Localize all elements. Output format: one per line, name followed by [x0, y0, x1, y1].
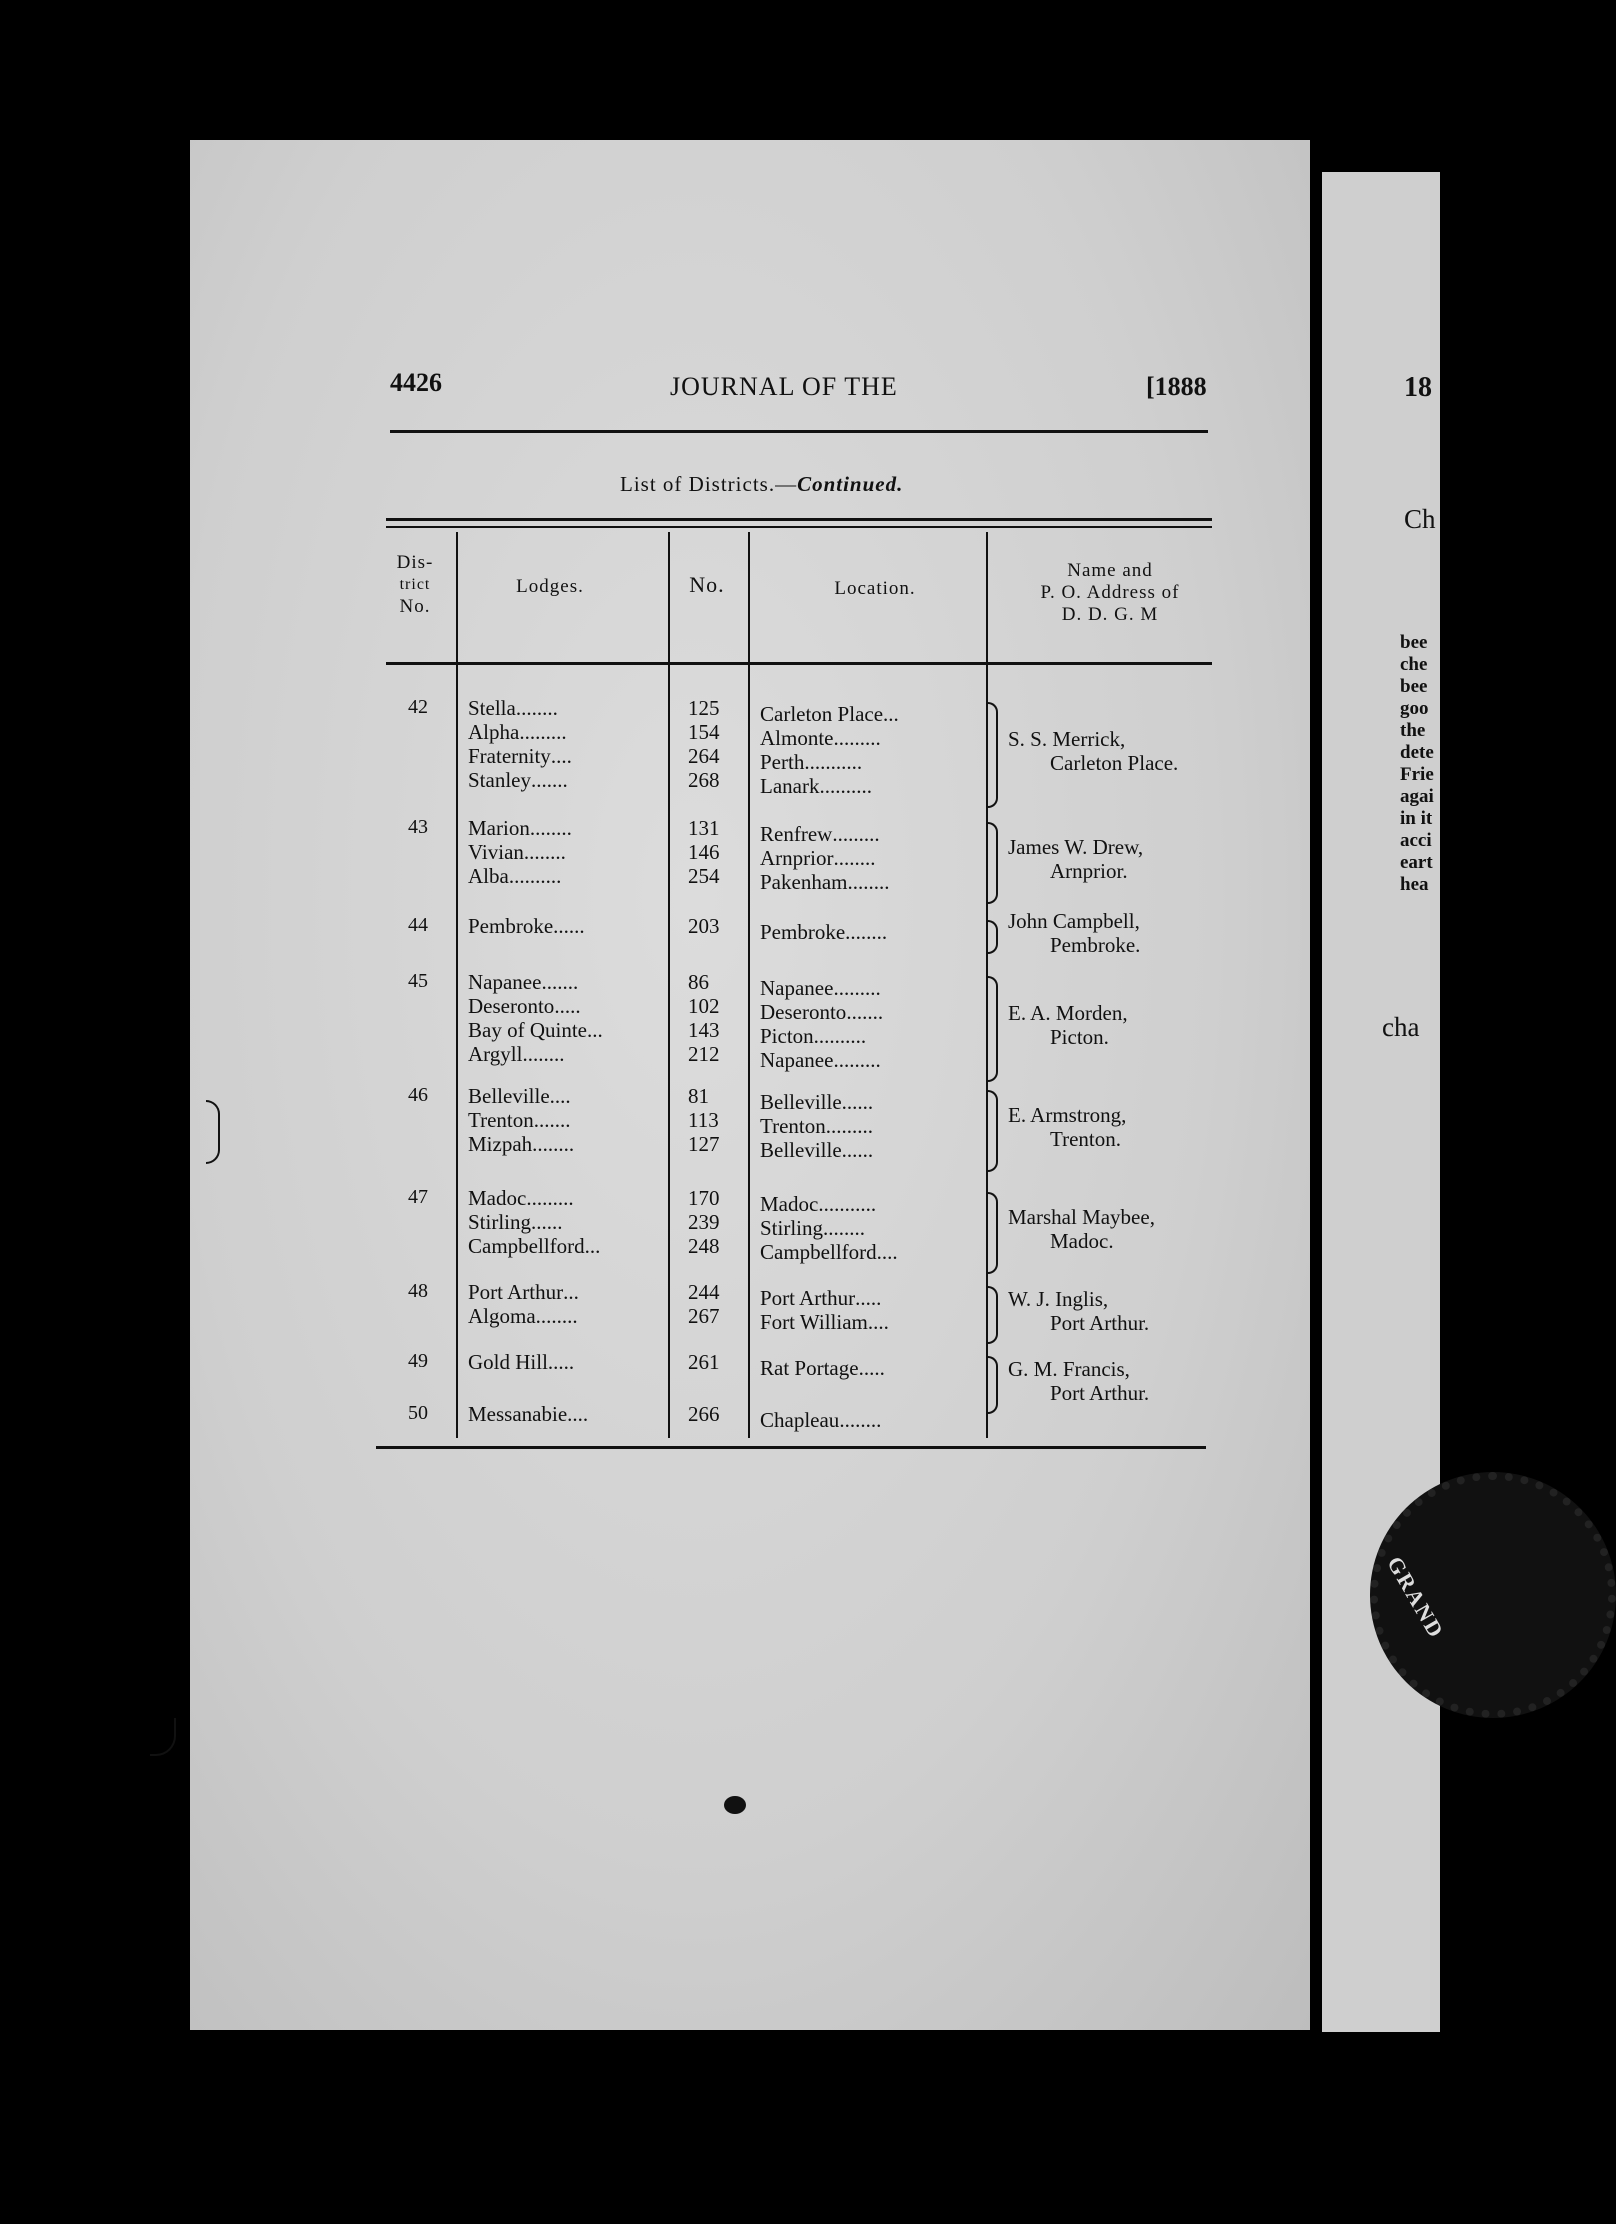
adjacent-fragment: acci — [1400, 830, 1432, 851]
lodge-name — [468, 970, 578, 994]
lodge-name — [468, 1018, 603, 1042]
dgm-entry — [1008, 1103, 1126, 1151]
lodge-name-text: Argyll — [468, 1042, 523, 1066]
leader-dots: ........ — [535, 1304, 578, 1328]
adjacent-fragment: eart — [1400, 852, 1433, 873]
dgm-name: John Campbell, — [1008, 909, 1140, 933]
lodge-location — [760, 846, 875, 870]
grouping-brace — [988, 1192, 998, 1274]
journal-page — [190, 140, 1310, 2030]
lodge-name-text: Alba — [468, 864, 509, 888]
lodge-number: 268 — [688, 768, 720, 792]
lodge-name-text: Pembroke — [468, 914, 554, 938]
location-text: Stirling — [760, 1216, 824, 1240]
dgm-address: Arnprior. — [1050, 859, 1128, 883]
lodge-name-text: Gold Hill — [468, 1350, 548, 1374]
adjacent-fragment: Frie — [1400, 764, 1434, 785]
dgm-entry — [1008, 1001, 1128, 1049]
lodge-location — [760, 1286, 881, 1310]
lodge-name-text: Stanley — [468, 768, 531, 792]
location-text: Deseronto — [760, 1000, 847, 1024]
dgm-address: Carleton Place. — [1050, 751, 1179, 775]
leader-dots: ..... — [855, 1286, 882, 1310]
adjacent-fragment: agai — [1400, 786, 1434, 807]
header-dgm-3: D. D. G. M — [1061, 604, 1159, 625]
lodge-name — [468, 1108, 571, 1132]
lodge-name — [468, 768, 568, 792]
lodge-location — [760, 1356, 885, 1380]
adjacent-fragment: goo — [1400, 698, 1429, 719]
leader-dots: .... — [567, 1402, 589, 1426]
leader-dots: ........ — [839, 1408, 882, 1432]
leader-dots: .......... — [813, 1024, 867, 1048]
subtitle-continued: Continued. — [797, 472, 904, 496]
lodge-name — [468, 1234, 600, 1258]
leader-dots: ......... — [519, 720, 567, 744]
location-text: Belleville — [760, 1090, 842, 1114]
lodge-location — [760, 976, 881, 1000]
subtitle-text: List of Districts.— — [620, 472, 798, 496]
lodge-location — [760, 702, 899, 726]
adjacent-text — [1400, 632, 1434, 896]
location-text: Arnprior — [760, 846, 834, 870]
dgm-entry — [1008, 909, 1140, 957]
leader-dots: ... — [584, 1234, 601, 1258]
lodge-name — [468, 994, 581, 1018]
lodge-name — [468, 864, 561, 888]
header-location: Location. — [834, 578, 916, 599]
lodge-name — [468, 1402, 588, 1426]
leader-dots: ........ — [532, 1132, 575, 1156]
lodge-name — [468, 1186, 574, 1210]
journal-title: JOURNAL OF THE — [670, 372, 898, 401]
lodge-name — [468, 1304, 578, 1328]
lodge-location — [760, 1048, 881, 1072]
lodge-name-text: Deseronto — [468, 994, 555, 1018]
leader-dots: .......... — [508, 864, 562, 888]
location-text: Napanee — [760, 1048, 834, 1072]
lodge-number: 81 — [688, 1084, 709, 1108]
adjacent-fragment: the — [1400, 720, 1426, 741]
leader-dots: .......... — [819, 774, 872, 798]
ink-blot — [724, 1796, 746, 1814]
dgm-address: Trenton. — [1050, 1127, 1121, 1151]
district-number: 44 — [408, 914, 428, 936]
leader-dots: ......... — [526, 1186, 574, 1210]
leader-dots: ..... — [547, 1350, 575, 1374]
leader-dots: ........ — [523, 840, 566, 864]
lodge-name — [468, 744, 572, 768]
leader-dots: ....... — [533, 1108, 571, 1132]
leader-dots: ....... — [846, 1000, 884, 1024]
location-text: Trenton — [760, 1114, 826, 1138]
table-subtitle — [620, 472, 903, 497]
lodge-number: 127 — [688, 1132, 720, 1156]
lodge-name-text: Alpha — [468, 720, 520, 744]
header-dgm-1: Name and — [1067, 560, 1153, 581]
dgm-name: S. S. Merrick, — [1008, 727, 1126, 751]
lodge-number: 239 — [688, 1210, 720, 1234]
lodge-name-text: Messanabie — [468, 1402, 568, 1426]
leader-dots: ........ — [515, 696, 558, 720]
leader-dots: ........ — [823, 1216, 866, 1240]
lodge-name-text: Mizpah — [468, 1132, 533, 1156]
lodge-number: 113 — [688, 1108, 719, 1132]
margin-bracket-mark — [206, 1100, 220, 1164]
dgm-address: Port Arthur. — [1050, 1381, 1150, 1405]
lodge-number: 267 — [688, 1304, 720, 1328]
dgm-name: W. J. Inglis, — [1008, 1287, 1109, 1311]
dgm-name: Marshal Maybee, — [1008, 1205, 1155, 1229]
grouping-brace — [988, 1286, 998, 1344]
lodge-number: 170 — [688, 1186, 720, 1210]
lodge-name-text: Stella — [468, 696, 516, 720]
grouping-brace — [988, 702, 998, 808]
leader-dots: .... — [876, 1240, 898, 1264]
lodge-location — [760, 1192, 876, 1216]
lodge-name-text: Fraternity — [468, 744, 551, 768]
district-number: 42 — [408, 696, 428, 718]
location-text: Belleville — [760, 1138, 842, 1162]
lodge-location — [760, 1024, 866, 1048]
header-rule — [390, 430, 1208, 433]
lodge-location — [760, 920, 887, 944]
page-header — [190, 368, 1310, 408]
header-district-1: Dis- — [396, 552, 434, 573]
lodge-name — [468, 914, 585, 938]
header-no: No. — [689, 572, 725, 597]
adjacent-fragment: dete — [1400, 742, 1434, 763]
lodge-location — [760, 1000, 883, 1024]
dgm-address: Pembroke. — [1050, 933, 1141, 957]
district-number: 43 — [408, 816, 428, 838]
lodge-location — [760, 1240, 898, 1264]
lodge-number: 86 — [688, 970, 709, 994]
lodge-location — [760, 750, 862, 774]
leader-dots: .... — [550, 744, 572, 768]
lodge-number: 125 — [688, 696, 720, 720]
adjacent-page-number: 18 — [1404, 372, 1432, 403]
lodge-name-text: Port Arthur — [468, 1280, 564, 1304]
location-text: Carleton Place — [760, 702, 884, 726]
leader-dots: ...... — [531, 1210, 563, 1234]
leader-dots: ........ — [847, 870, 890, 894]
location-text: Perth — [760, 750, 805, 774]
leader-dots: ........ — [522, 1042, 565, 1066]
lodge-location — [760, 1408, 881, 1432]
table-top-rule — [386, 518, 1212, 521]
lodge-number: 244 — [688, 1280, 720, 1304]
lodge-name-text: Marion — [468, 816, 530, 840]
leader-dots: ........... — [818, 1192, 877, 1216]
location-text: Almonte — [760, 726, 834, 750]
dgm-name: James W. Drew, — [1008, 835, 1144, 859]
district-number: 50 — [408, 1402, 428, 1424]
column-rule-3 — [748, 532, 750, 1438]
location-text: Rat Portage — [760, 1356, 859, 1380]
header-dgm-2: P. O. Address of — [1040, 582, 1180, 603]
lodge-name — [468, 696, 558, 720]
adjacent-page — [1322, 172, 1450, 2032]
lodge-number: 254 — [688, 864, 720, 888]
adjacent-heading: Ch — [1404, 504, 1436, 534]
lodge-name-text: Algoma — [468, 1304, 536, 1328]
column-rule-1 — [456, 532, 458, 1438]
header-district-2: trict — [399, 576, 431, 593]
lodge-location — [760, 726, 881, 750]
leader-dots: ..... — [858, 1356, 885, 1380]
lodge-location — [760, 870, 889, 894]
district-number: 48 — [408, 1280, 428, 1302]
adjacent-fragment: bee — [1400, 632, 1428, 653]
leader-dots: ....... — [541, 970, 579, 994]
district-number: 49 — [408, 1350, 428, 1372]
grouping-brace — [988, 920, 998, 954]
column-rule-2 — [668, 532, 670, 1438]
grouping-brace — [988, 1356, 998, 1414]
dgm-entry — [1008, 835, 1143, 883]
location-text: Chapleau — [760, 1408, 840, 1432]
lodge-name-text: Vivian — [468, 840, 524, 864]
lodge-name — [468, 720, 567, 744]
adjacent-fragment: hea — [1400, 874, 1429, 895]
lodge-number: 261 — [688, 1350, 720, 1374]
location-text: Port Arthur — [760, 1286, 856, 1310]
lodge-location — [760, 1310, 889, 1334]
header-district-3: No. — [399, 596, 431, 617]
district-number: 47 — [408, 1186, 428, 1208]
lodge-number: 266 — [688, 1402, 720, 1426]
leader-dots: ...... — [841, 1138, 874, 1162]
lodge-number: 102 — [688, 994, 720, 1018]
lodge-name-text: Bay of Quinte — [468, 1018, 587, 1042]
lodge-name-text: Belleville — [468, 1084, 550, 1108]
location-text: Renfrew — [760, 822, 833, 846]
dgm-entry — [1008, 1205, 1155, 1253]
lodge-number: 131 — [688, 816, 720, 840]
leader-dots: ... — [563, 1280, 579, 1304]
leader-dots: .... — [867, 1310, 889, 1334]
location-text: Napanee — [760, 976, 834, 1000]
margin-curve-mark — [150, 1718, 176, 1756]
leader-dots: ......... — [832, 822, 880, 846]
header-lodges: Lodges. — [516, 576, 584, 597]
lodge-name — [468, 1132, 574, 1156]
lodge-name — [468, 1042, 564, 1066]
dgm-address: Madoc. — [1050, 1229, 1114, 1253]
lodge-name-text: Stirling — [468, 1210, 532, 1234]
leader-dots: .... — [549, 1084, 571, 1108]
lodge-name-text: Campbellford — [468, 1234, 585, 1258]
lodge-name — [468, 816, 572, 840]
lodge-name — [468, 840, 566, 864]
leader-dots: ........ — [833, 846, 876, 870]
leader-dots: ........ — [529, 816, 572, 840]
location-text: Madoc — [760, 1192, 819, 1216]
location-text: Pembroke — [760, 920, 846, 944]
lodge-name — [468, 1210, 563, 1234]
leader-dots: ... — [883, 702, 899, 726]
lodge-number: 143 — [688, 1018, 720, 1042]
dgm-address: Picton. — [1050, 1025, 1109, 1049]
header-district — [390, 552, 440, 618]
dgm-entry — [1008, 1357, 1149, 1405]
header-dgm — [990, 560, 1230, 626]
dgm-entry — [1008, 727, 1178, 775]
adjacent-word: cha — [1382, 1012, 1420, 1042]
lodge-location — [760, 774, 872, 798]
lodge-name-text: Trenton — [468, 1108, 534, 1132]
lodge-location — [760, 1114, 873, 1138]
leader-dots: ........ — [845, 920, 888, 944]
seal-text: GRAND — [1382, 1552, 1450, 1644]
lodge-name — [468, 1350, 574, 1374]
location-text: Lanark — [760, 774, 820, 798]
dgm-name: G. M. Francis, — [1008, 1357, 1130, 1381]
lodge-location — [760, 1090, 873, 1114]
location-text: Picton — [760, 1024, 814, 1048]
dgm-name: E. Armstrong, — [1008, 1103, 1127, 1127]
location-text: Campbellford — [760, 1240, 877, 1264]
lodge-location — [760, 1216, 865, 1240]
lodge-name-text: Napanee — [468, 970, 542, 994]
grouping-brace — [988, 976, 998, 1082]
leader-dots: ....... — [531, 768, 568, 792]
adjacent-fragment: bee — [1400, 676, 1428, 697]
table-top-rule-inner — [386, 526, 1212, 528]
leader-dots: ........... — [804, 750, 863, 774]
page-number: 4426 — [390, 368, 442, 397]
district-number: 45 — [408, 970, 428, 992]
lodge-name — [468, 1280, 579, 1304]
dgm-address: Port Arthur. — [1050, 1311, 1150, 1335]
lodge-location — [760, 1138, 873, 1162]
grouping-brace — [988, 1090, 998, 1172]
header-bottom-rule — [386, 662, 1212, 665]
lodge-location — [760, 822, 880, 846]
leader-dots: ......... — [833, 976, 881, 1000]
leader-dots: ...... — [841, 1090, 874, 1114]
location-text: Pakenham — [760, 870, 848, 894]
leader-dots: ......... — [833, 726, 881, 750]
district-number: 46 — [408, 1084, 428, 1106]
lodge-number: 212 — [688, 1042, 720, 1066]
lodge-number: 203 — [688, 914, 720, 938]
lodge-number: 146 — [688, 840, 720, 864]
grouping-brace — [988, 822, 998, 904]
journal-year: [1888 — [1146, 372, 1207, 401]
location-text: Fort William — [760, 1310, 868, 1334]
leader-dots: ......... — [825, 1114, 873, 1138]
leader-dots: ...... — [553, 914, 585, 938]
adjacent-fragment: in it — [1400, 808, 1433, 829]
dgm-name: E. A. Morden, — [1008, 1001, 1128, 1025]
table-bottom-rule — [376, 1446, 1206, 1449]
lodge-number: 154 — [688, 720, 720, 744]
lodge-number: 248 — [688, 1234, 720, 1258]
dgm-entry — [1008, 1287, 1149, 1335]
lodge-name-text: Madoc — [468, 1186, 527, 1210]
leader-dots: ..... — [554, 994, 581, 1018]
adjacent-fragment: che — [1400, 654, 1428, 675]
leader-dots: ......... — [833, 1048, 881, 1072]
lodge-name — [468, 1084, 571, 1108]
leader-dots: ... — [586, 1018, 603, 1042]
lodge-number: 264 — [688, 744, 720, 768]
